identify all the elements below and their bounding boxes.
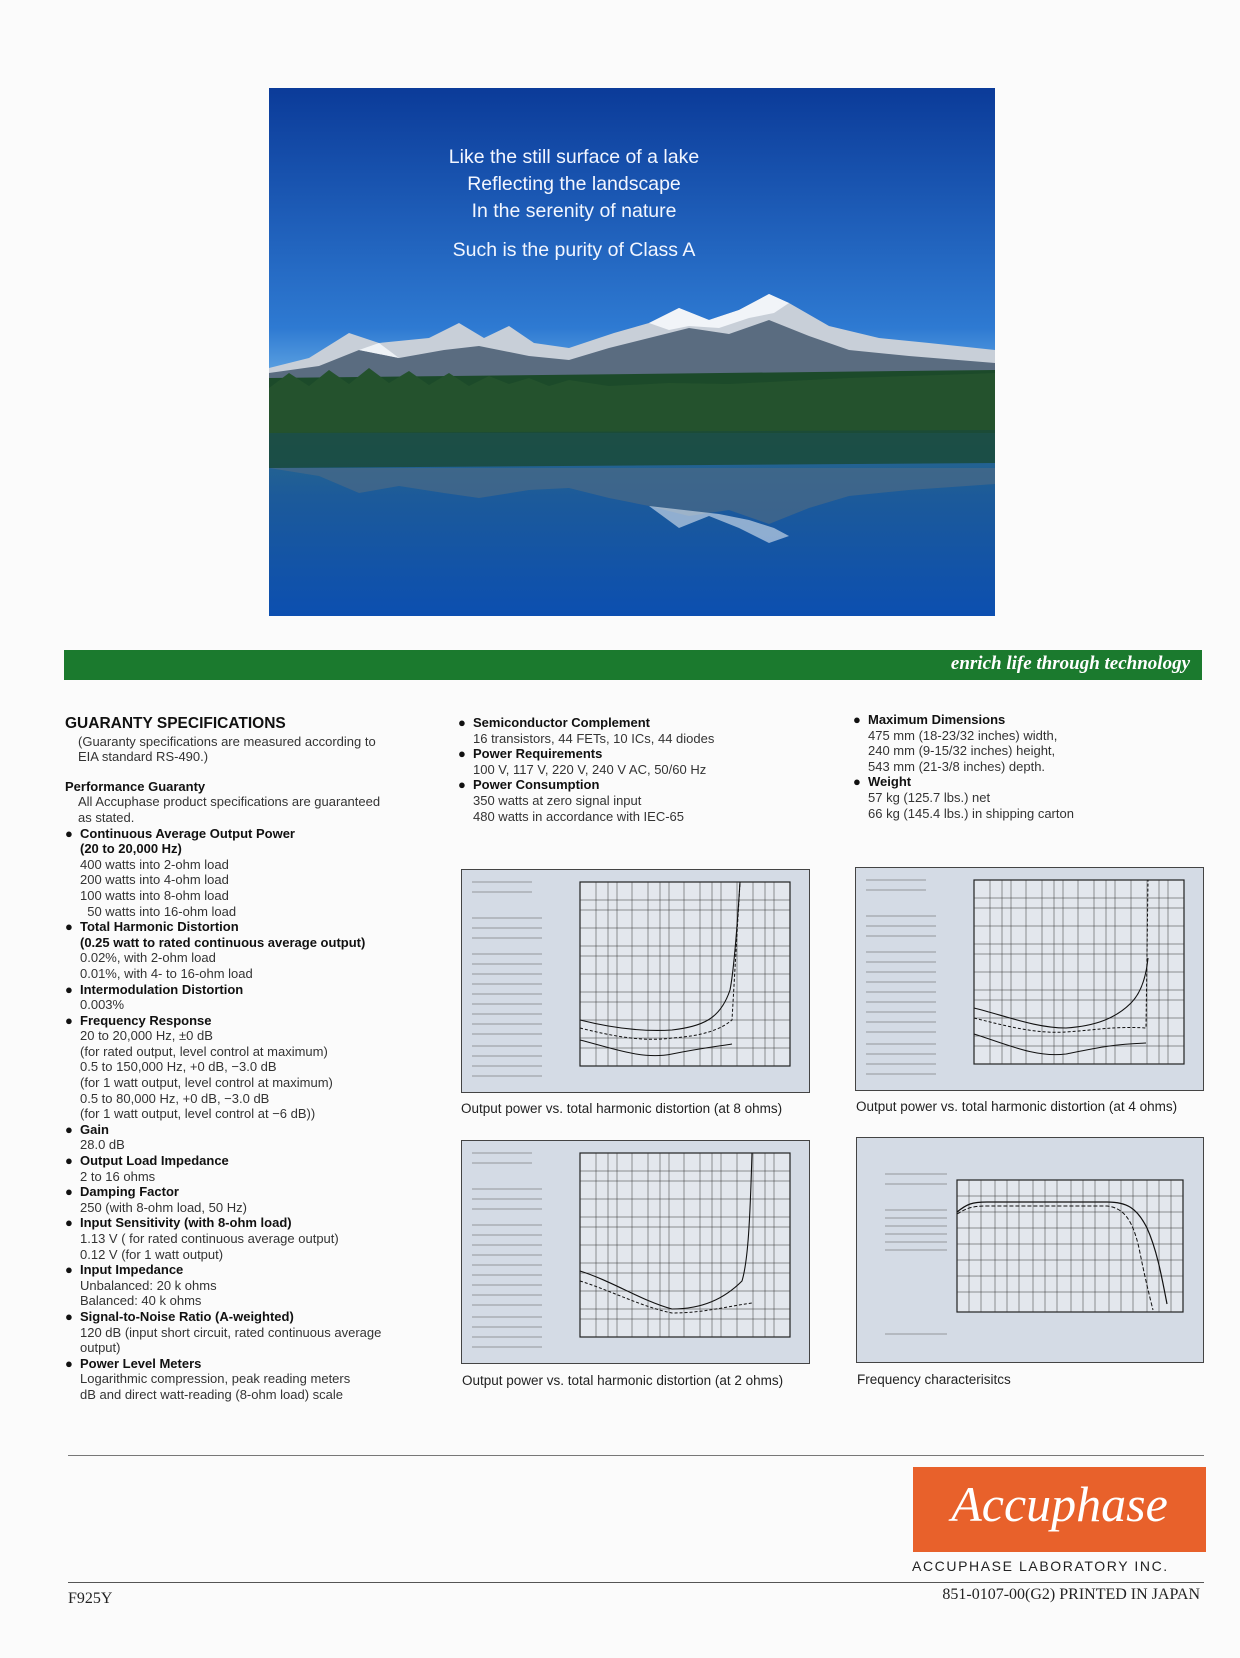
frequency-graph-plot (857, 1138, 1203, 1362)
spec-item-value: 2 to 16 ohms (80, 1168, 156, 1184)
spec-item-value: (for 1 watt output, level control at maximum) (80, 1075, 333, 1091)
company-name: ACCUPHASE LABORATORY INC. (912, 1558, 1169, 1574)
poem-line: In the serenity of nature (471, 200, 677, 222)
spec-item (853, 712, 1173, 774)
spec-item-value: 100 V, 117 V, 220 V, 240 V AC, 50/60 Hz (473, 761, 707, 777)
spec-item-value: Logarithmic compression, peak reading meters (80, 1371, 351, 1387)
thd-graph-2ohm (461, 1140, 810, 1364)
thd-graph-8ohm (461, 869, 810, 1093)
spec-item-value: (for rated output, level control at maximum) (80, 1043, 328, 1059)
specs-column-1 (65, 716, 425, 1403)
performance-guaranty-line: as stated. (78, 809, 135, 825)
spec-item-title: (0.25 watt to rated continuous average output) (80, 934, 366, 950)
bullet-icon: ● (65, 825, 73, 841)
caption-8ohm: Output power vs. total harmonic distortion (at 8 ohms) (461, 1101, 783, 1116)
spec-item (458, 715, 778, 746)
frequency-graph (856, 1137, 1204, 1363)
bullet-icon: ● (65, 919, 73, 935)
spec-item-value: 480 watts in accordance with IEC-65 (473, 808, 684, 824)
bullet-icon: ● (853, 712, 861, 727)
bullet-icon: ● (65, 1184, 73, 1200)
accuphase-logo (913, 1467, 1206, 1552)
bullet-icon: ● (458, 777, 466, 793)
spec-item-value: 0.5 to 150,000 Hz, +0 dB, −3.0 dB (80, 1059, 277, 1075)
thd-graph-2ohm-plot (462, 1141, 809, 1363)
poem-line: Such is the purity of Class A (452, 239, 696, 261)
spec-item-value: (for 1 watt output, level control at −6 dB)) (80, 1106, 316, 1122)
spec-item (65, 1262, 425, 1309)
spec-item-value: 57 kg (125.7 lbs.) net (868, 789, 991, 805)
spec-item-title: Damping Factor (80, 1184, 179, 1200)
spec-item-value: 0.12 V (for 1 watt output) (80, 1246, 224, 1262)
bullet-icon: ● (65, 1012, 73, 1028)
bullet-icon: ● (65, 981, 73, 997)
landscape-photo (269, 88, 995, 616)
spec-item-title: Power Consumption (473, 777, 600, 793)
spec-item-title: (20 to 20,000 Hz) (80, 841, 182, 857)
performance-guaranty-text (65, 794, 425, 825)
spec-item (65, 1356, 425, 1403)
thd-graph-4ohm-plot (856, 868, 1203, 1090)
spec-item-title: Signal-to-Noise Ratio (A-weighted) (80, 1308, 294, 1324)
spec-item (65, 1309, 425, 1356)
spec-item-title: Power Requirements (473, 746, 603, 762)
spec-item (65, 1153, 425, 1184)
spec-item-title: Total Harmonic Distortion (80, 919, 239, 935)
specs-column-2 (458, 715, 778, 824)
spec-item-value: 100 watts into 8-ohm load (80, 887, 229, 903)
footer-rule-bottom (68, 1582, 1204, 1583)
spec-item-value: output) (80, 1340, 121, 1356)
spec-item-title: Input Impedance (80, 1262, 184, 1278)
spec-item-value: 1.13 V ( for rated continuous average output) (80, 1231, 339, 1246)
spec-item-title: Output Load Impedance (80, 1153, 229, 1169)
spec-item (65, 919, 425, 981)
poem-text (269, 144, 879, 264)
spec-item (853, 774, 1173, 821)
bullet-icon: ● (65, 1262, 73, 1278)
spec-item-value: 120 dB (input short circuit, rated continuous average (80, 1324, 382, 1340)
spec-item-title: Power Level Meters (80, 1355, 202, 1371)
spec-item-value: 0.5 to 80,000 Hz, +0 dB, −3.0 dB (80, 1090, 270, 1106)
spec-item-title: Weight (868, 774, 912, 790)
spec-item-title: Maximum Dimensions (868, 712, 1006, 727)
bullet-icon: ● (458, 746, 466, 762)
bullet-icon: ● (853, 774, 861, 790)
spec-item-value: Unbalanced: 20 k ohms (80, 1277, 217, 1293)
spec-item-value: 250 (with 8-ohm load, 50 Hz) (80, 1199, 247, 1215)
footer-rule (68, 1455, 1204, 1456)
spec-item (65, 1184, 425, 1215)
specs-intro (65, 734, 425, 765)
bullet-icon: ● (65, 1308, 73, 1324)
specs-intro-line: (Guaranty specifications are measured according to (78, 733, 376, 749)
spec-item-title: Gain (80, 1121, 109, 1137)
spec-item-value: dB and direct watt-reading (8-ohm load) scale (80, 1386, 344, 1402)
specs-title: GUARANTY SPECIFICATIONS (65, 715, 286, 732)
performance-guaranty-line: All Accuphase product specifications are guaranteed (78, 794, 381, 810)
spec-item-title: Continuous Average Output Power (80, 825, 295, 841)
spec-item (65, 1215, 425, 1262)
caption-frequency: Frequency characterisitcs (857, 1372, 1011, 1387)
spec-item-value: 475 mm (18-23/32 inches) width, (868, 727, 1058, 743)
caption-4ohm: Output power vs. total harmonic distortion (at 4 ohms) (856, 1099, 1178, 1114)
bullet-icon: ● (65, 1215, 73, 1231)
spec-item (65, 1122, 425, 1153)
spec-item-value: 240 mm (9-15/32 inches) height, (868, 743, 1056, 759)
spec-item-value: 400 watts into 2-ohm load (80, 856, 229, 872)
spec-list (458, 715, 778, 824)
print-info: 851-0107-00(G2) PRINTED IN JAPAN (942, 1586, 1200, 1603)
bullet-icon: ● (458, 715, 466, 730)
spec-item-value: 543 mm (21-3/8 inches) depth. (868, 758, 1046, 774)
spec-item-value: 50 watts into 16-ohm load (80, 903, 237, 919)
spec-item-value: 66 kg (145.4 lbs.) in shipping carton (868, 805, 1074, 821)
performance-guaranty-title: Performance Guaranty (65, 778, 206, 794)
spec-item-value: 200 watts into 4-ohm load (80, 872, 229, 888)
spec-item-title: Frequency Response (80, 1012, 212, 1028)
spec-item-title: Input Sensitivity (with 8-ohm load) (80, 1215, 292, 1231)
spec-list (853, 712, 1173, 821)
spec-item-value: 0.01%, with 4- to 16-ohm load (80, 965, 253, 981)
spec-item-value: 28.0 dB (80, 1137, 125, 1153)
specs-column-3 (853, 712, 1173, 821)
specs-intro-line: EIA standard RS-490.) (78, 749, 209, 765)
thd-graph-8ohm-plot (462, 870, 809, 1092)
spec-item (458, 777, 778, 824)
logo-wordmark: Accuphase (951, 1476, 1168, 1532)
spec-item (458, 746, 778, 777)
spec-item-value: 0.003% (80, 997, 125, 1013)
poem-line: Reflecting the landscape (467, 173, 681, 195)
spec-item-value: 0.02%, with 2-ohm load (80, 950, 216, 966)
bullet-icon: ● (65, 1153, 73, 1169)
caption-2ohm: Output power vs. total harmonic distortion (at 2 ohms) (462, 1373, 784, 1388)
poem-line: Like the still surface of a lake (448, 146, 700, 168)
bullet-icon: ● (65, 1121, 73, 1137)
spec-item-title: Semiconductor Complement (473, 715, 650, 730)
thd-graph-4ohm (855, 867, 1204, 1091)
slogan: enrich life through technology (950, 653, 1190, 674)
spec-item-value: 350 watts at zero signal input (473, 792, 642, 808)
spec-item (65, 982, 425, 1013)
spec-item (65, 826, 425, 920)
spec-item (65, 1013, 425, 1122)
catalog-code: F925Y (68, 1590, 113, 1607)
spec-item-title: Intermodulation Distortion (80, 981, 244, 997)
spec-item-value: Balanced: 40 k ohms (80, 1293, 202, 1309)
bullet-icon: ● (65, 1355, 73, 1371)
spec-item-value: 16 transistors, 44 FETs, 10 ICs, 44 diodes (473, 730, 715, 746)
green-banner (64, 650, 1202, 680)
spec-list (65, 826, 425, 1403)
spec-item-value: 20 to 20,000 Hz, ±0 dB (80, 1028, 213, 1044)
